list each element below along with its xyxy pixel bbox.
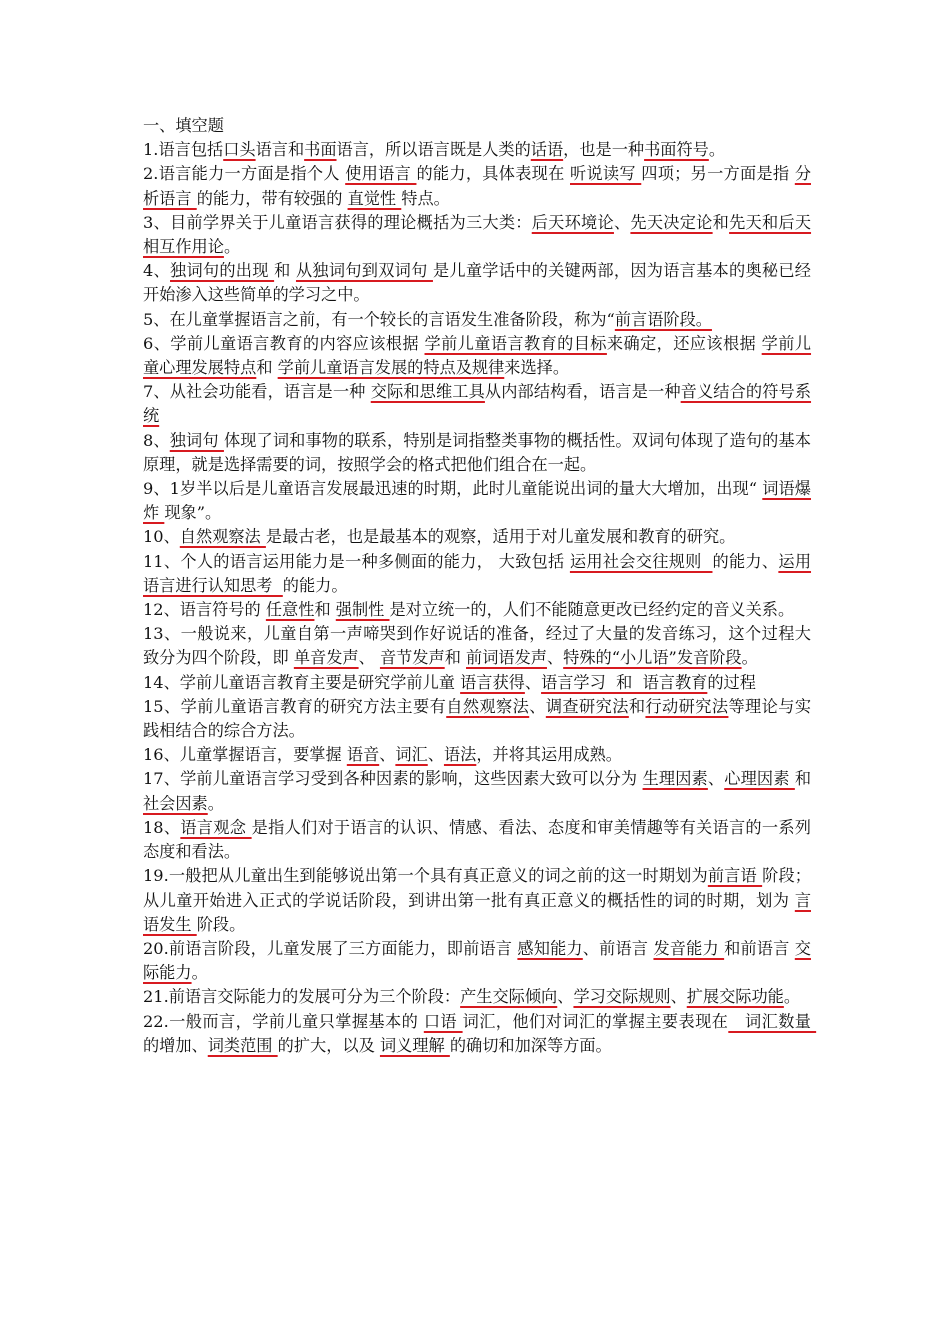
question-item [143,429,811,477]
question-text: 阶段。 [196,914,246,934]
answer-text: 语法 [443,745,477,765]
answer-text: 前言语阶段。 [614,309,712,329]
question-text: 的能力。 [282,575,348,595]
question-text: 、 [529,696,546,716]
answer-text: 运用语言进行认知思考 [143,551,812,595]
question-text: 和 [794,769,812,789]
answer-text: 词汇 [395,745,428,765]
answer-text: 话语 [530,140,564,160]
answer-text: 使用语言 [345,164,417,184]
answer-text: 独词句的出现 [170,261,275,281]
answer-text: 自然观察法 [446,696,530,716]
question-item [143,259,811,307]
answer-text: 扩展交际功能 [686,987,784,1007]
answer-text: 后天环境论 [531,212,614,232]
question-text: 10、 [143,527,180,547]
question-item [143,598,811,622]
question-text: 、 [379,745,396,765]
answer-text: 前言语 [707,866,763,886]
answer-text: 强制性 [335,600,390,620]
question-text: 。 [223,237,241,257]
question-text: ，也是一种 [563,140,645,160]
answer-text: 任意性 [265,600,315,620]
question-text: 、 [557,987,574,1007]
question-text: 3、目前学界关于儿童语言获得的理论概括为三大类： [143,212,532,232]
question-item [143,864,811,937]
answer-text: 发音能力 [653,938,725,958]
question-text: 现象”。 [164,503,222,523]
answer-text: 词类范围 [207,1035,278,1055]
answer-text: 词语爆炸 [143,479,811,523]
question-text: 是指人们对于语言的认识、情感、看法、态度和审美情趣等有关语言的一系列态度和看法。 [143,817,811,862]
question-text: 19.一般把从儿童出生到能够说出第一个具有真正意义的词之前的这一时期划为 [143,866,708,886]
answer-text: 交际和思维工具 [370,382,485,402]
question-item [143,162,811,210]
question-item [143,332,811,380]
question-text: 的扩大，以及 [277,1035,380,1055]
question-text: 。 [783,987,801,1007]
question-text: 。 [741,648,758,668]
answer-text: 调查研究法 [545,696,629,716]
question-item [143,622,811,670]
answer-text: 直觉性 [347,188,402,208]
question-text: 体现了词和事物的联系，特别是词指整类事物的概括性。双词句体现了造句的基本原理，就是选择需要的词，按照学会的格式把他们组合在一起。 [143,430,811,474]
question-text: 13、一般说来，儿童自第一声啼哭到作好说话的准备，经过了大量的发音练习，这个过程大致分为四个阶段，即 [143,624,811,668]
question-text: 21.前语言交际能力的发展可分为三个阶段： [143,987,461,1007]
question-text: 特点。 [401,188,450,208]
question-item [143,1010,817,1058]
answer-text: 学习交际规则 [573,987,671,1007]
question-item [143,937,811,985]
question-text: 从内部结构看，语言是一种 [484,382,681,402]
question-text: 和 [314,600,336,620]
question-text: 17、学前儿童语言学习受到各种因素的影响，这些因素大致可以分为 [143,769,643,789]
question-text: 词汇，他们对词汇的掌握主要表现在 [462,1011,729,1031]
answer-text: 音义结合的符号系统 [143,382,812,426]
question-text: 和 [256,358,278,378]
question-text: 四项；另一方面是指 [641,164,795,184]
question-text: 和 [712,212,730,232]
question-item [143,138,811,162]
question-text: 的能力，具体表现在 [416,164,570,184]
question-text: 1.语言包括 [143,140,224,160]
question-text: 等理论与实践相结合的综合方法。 [143,696,812,741]
answer-text: 自然观察法 [179,527,266,547]
question-item [143,671,811,695]
question-text: 12、语言符号的 [143,600,266,620]
answer-text: 感知能力 [517,938,583,958]
question-list [143,138,817,1058]
question-text: 是最古老，也是最基本的观察，适用于对儿童发展和教育的研究。 [265,527,736,547]
answer-text: 交际能力 [143,938,811,983]
question-text: 、前语言 [582,938,654,958]
question-text: 的能力、 [712,551,779,571]
question-text: 5、在儿童掌握语言之前，有一个较长的言语发生准备阶段，称为“ [143,309,615,329]
question-text: 是儿童学话中的关键两部，因为语言基本的奥秘已经开始渗入这些简单的学习之中。 [143,261,811,305]
answer-text: 从独词句到双词句 [295,261,433,281]
question-item [143,550,811,598]
answer-text: 词义理解 [379,1035,450,1055]
section-heading: 一、填空题 [143,116,224,135]
question-text: 16、儿童掌握语言，要掌握 [143,745,347,765]
question-text: 语言，所以语言既是人类的 [336,140,531,160]
answer-text: 运用社会交往规则 [569,551,713,571]
question-item [143,525,811,549]
answer-text: 口语 [423,1011,463,1031]
question-text: 、 [546,648,564,668]
document-body [143,114,817,1058]
question-text: 9、1岁半以后是儿童语言发展最迅速的时期，此时儿童能说出词的量大大增加，出现“ [143,479,763,499]
answer-text: 心理因素 [724,769,795,789]
answer-text: 语音 [346,745,380,765]
answer-text: 产生交际倾向 [460,987,558,1007]
answer-text: 言语发生 [143,890,811,934]
question-text: 15、学前儿童语言教育的研究方法主要有 [143,696,447,716]
question-text: 阶段；从儿童开始进入正式的学说话阶段，到讲出第一批有真正意义的概括性的词的时期，划为 [143,866,811,910]
question-text: 6、学前儿童语言教育的内容应该根据 [143,333,425,353]
question-text: 、 [613,212,631,232]
question-text: 语言和 [255,140,305,160]
question-item [143,308,811,332]
question-text: 22.一般而言，学前儿童只掌握基本的 [143,1011,424,1031]
question-text: 7、从社会功能看，语言是一种 [143,382,371,402]
answer-text: 词汇数量 [728,1011,817,1031]
question-text: 、 [670,987,687,1007]
answer-text: 语言观念 [180,817,252,837]
answer-text: 先天决定论 [630,212,713,232]
question-item [143,816,811,864]
question-text: 11、个人的语言运用能力是一种多侧面的能力， 大致包括 [143,551,570,571]
question-text: 的能力，带有较强的 [196,188,348,208]
answer-text: 行动研究法 [645,696,729,716]
question-text: 的确切和加深等方面。 [449,1035,612,1055]
question-text: 和 [444,648,467,668]
question-text: 的增加、 [143,1035,208,1055]
answer-text: 口头 [223,140,256,160]
question-item [143,767,811,815]
question-text: 、 [707,769,725,789]
answer-text: 语言获得 [460,672,525,692]
answer-text: 书面符号 [644,140,709,160]
question-text: ，并将其运用成熟。 [476,745,622,765]
question-text: 。 [191,963,208,983]
answer-text: 单音发声 [293,648,359,668]
answer-text: 音节发声 [379,648,445,668]
question-text: 8、 [143,430,170,450]
answer-text: 书面 [304,140,337,160]
answer-text: 分析语言 [143,164,811,208]
answer-text: 学前儿童语言教育的目标 [424,333,607,353]
question-text: 和 [274,261,296,281]
question-text: 和 [628,696,646,716]
question-item [143,477,811,525]
answer-text: 学前儿童心理发展特点 [143,333,812,378]
question-text: 18、 [143,817,181,837]
question-text: 来选择。 [504,358,570,378]
question-text: 4、 [143,261,171,281]
question-text: 、 [524,672,542,692]
question-item [143,211,811,259]
question-text: 20.前语言阶段，儿童发展了三方面能力，即前语言 [143,938,518,958]
question-text: 是对立统一的，人们不能随意更改已经约定的音义关系。 [389,600,795,620]
question-text: 的过程 [707,672,756,692]
question-item [143,743,811,767]
answer-text: 社会因素 [143,793,208,813]
answer-text: 语言学习 和 语言教育 [541,672,708,692]
answer-text: 先天和后天相互作用论 [143,212,812,257]
question-text: 、 [427,745,444,765]
question-text: 。 [708,140,726,160]
question-text: 。 [207,793,224,813]
question-text: 14、学前儿童语言教育主要是研究学前儿童 [143,672,461,692]
answer-text: 听说读写 [570,164,642,184]
question-text: 、 [358,648,380,668]
question-text: 2.语言能力一方面是指个人 [143,164,346,184]
answer-text: 特殊的“小儿语”发音阶段 [563,648,742,668]
answer-text: 前词语发声 [466,648,547,668]
question-text: 和前语言 [724,938,795,958]
question-item [143,695,811,743]
question-text: 来确定，还应该根据 [606,333,762,353]
question-item [143,380,811,428]
answer-text: 独词句 [169,430,224,450]
answer-text: 生理因素 [642,769,708,789]
question-item [143,985,811,1009]
answer-text: 学前儿童语言发展的特点及规律 [277,358,505,378]
